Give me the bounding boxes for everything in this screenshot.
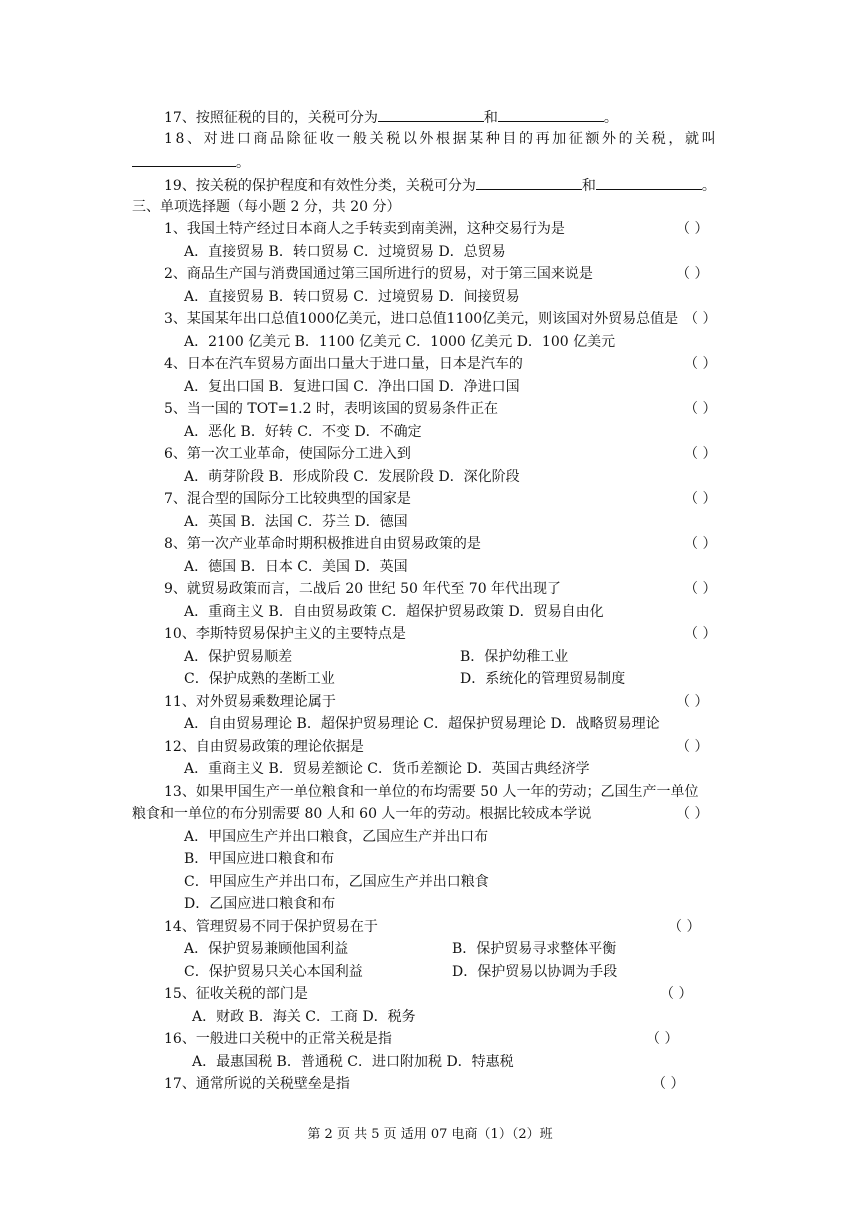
option-b: B．保护贸易寻求整体平衡	[452, 941, 617, 957]
punctuation: 。	[236, 155, 250, 171]
option-a: A．甲国应生产并出口粮食，乙国应生产并出口布	[184, 829, 489, 845]
option-b: B．保护幼稚工业	[460, 649, 569, 665]
option-a: A．保护贸易顺差	[184, 649, 293, 665]
question-14: 14、管理贸易不同于保护贸易在于	[164, 919, 378, 935]
question-10: 10、李斯特贸易保护主义的主要特点是	[164, 626, 406, 642]
options-row: A．2100 亿美元 B．1100 亿美元 C．1000 亿美元 D．100 亿美元	[184, 334, 616, 350]
options-row: A．直接贸易 B．转口贸易 C．过境贸易 D．总贸易	[184, 244, 506, 260]
answer-paren[interactable]: （ ）	[646, 1031, 679, 1047]
option-d: D．乙国应进口粮食和布	[184, 896, 336, 912]
options-row: A．恶化 B．好转 C．不变 D．不确定	[184, 424, 422, 440]
question-8: 8、第一次产业革命时期积极推进自由贸易政策的是	[164, 536, 481, 552]
question-15: 15、征收关税的部门是	[164, 986, 308, 1002]
answer-paren[interactable]: （ ）	[684, 401, 717, 417]
answer-paren[interactable]: （ ）	[652, 1076, 685, 1092]
option-d: D．保护贸易以协调为手段	[452, 964, 618, 980]
question-13-line2: 粮食和一单位的布分别需要 80 人和 60 人一年的劳动。根据比较成本学说	[132, 806, 592, 822]
option-c: C．甲国应生产并出口布，乙国应生产并出口粮食	[184, 874, 489, 890]
answer-paren[interactable]: （ ）	[684, 536, 717, 552]
answer-paren[interactable]: （ ）	[676, 806, 709, 822]
answer-paren[interactable]: （ ）	[676, 221, 709, 237]
options-row: A．财政 B．海关 C．工商 D．税务	[192, 1009, 416, 1025]
answer-paren[interactable]: （ ）	[684, 356, 717, 372]
answer-blank[interactable]	[476, 175, 582, 190]
fill-question-19	[164, 175, 716, 195]
options-row: A．复出口国 B．复进口国 C．净出口国 D．净进口国	[184, 379, 520, 395]
answer-paren[interactable]: （ ）	[660, 986, 693, 1002]
question-16: 16、一般进口关税中的正常关税是指	[164, 1031, 392, 1047]
punctuation: 。	[603, 110, 618, 126]
answer-paren[interactable]: （ ）	[684, 311, 717, 327]
answer-blank[interactable]	[132, 152, 236, 167]
option-d: D．系统化的管理贸易制度	[460, 671, 626, 687]
question-4: 4、日本在汽车贸易方面出口量大于进口量，日本是汽车的	[164, 356, 523, 372]
fill-question-18: 18、对进口商品除征收一般关税以外根据某种目的再加征额外的关税，就叫	[164, 131, 719, 147]
question-3: 3、某国某年出口总值1000亿美元，进口总值1100亿美元，则该国对外贸易总值是	[164, 311, 679, 327]
options-row: A．最惠国税 B．普通税 C．进口附加税 D．特惠税	[192, 1054, 514, 1070]
question-6: 6、第一次工业革命，使国际分工进入到	[164, 446, 411, 462]
answer-blank[interactable]	[596, 175, 702, 190]
question-9: 9、就贸易政策而言，二战后 20 世纪 50 年代至 70 年代出现了	[164, 581, 562, 597]
option-c: C．保护贸易只关心本国利益	[184, 964, 363, 980]
connector-text: 和	[483, 110, 498, 126]
option-b: B．甲国应进口粮食和布	[184, 851, 335, 867]
question-text: 19、按关税的保护程度和有效性分类，关税可分为	[164, 178, 476, 194]
fill-question-17	[164, 107, 618, 127]
question-11: 11、对外贸易乘数理论属于	[164, 694, 336, 710]
option-a: A．保护贸易兼顾他国利益	[184, 941, 349, 957]
answer-blank[interactable]	[498, 107, 604, 122]
question-13: 13、如果甲国生产一单位粮食和一单位的布均需要 50 人一年的劳动；乙国生产一单位	[164, 784, 699, 800]
question-5: 5、当一国的 TOT=1.2 时，表明该国的贸易条件正在	[164, 401, 498, 417]
options-row: A．自由贸易理论 B．超保护贸易理论 C．超保护贸易理论 D．战略贸易理论	[184, 716, 660, 732]
answer-paren[interactable]: （ ）	[684, 446, 717, 462]
answer-paren[interactable]: （ ）	[676, 694, 709, 710]
answer-paren[interactable]: （ ）	[684, 626, 717, 642]
options-row: A．重商主义 B．贸易差额论 C．货币差额论 D．英国古典经济学	[184, 761, 590, 777]
punctuation: 。	[701, 178, 716, 194]
question-12: 12、自由贸易政策的理论依据是	[164, 739, 364, 755]
answer-paren[interactable]: （ ）	[668, 919, 701, 935]
question-2: 2、商品生产国与消费国通过第三国所进行的贸易，对于第三国来说是	[164, 266, 593, 282]
question-17: 17、通常所说的关税壁垒是指	[164, 1076, 350, 1092]
fill-question-18-line2	[132, 152, 250, 172]
answer-blank[interactable]	[378, 107, 484, 122]
options-row: A．萌芽阶段 B．形成阶段 C．发展阶段 D．深化阶段	[184, 469, 520, 485]
answer-paren[interactable]: （ ）	[676, 739, 709, 755]
answer-paren[interactable]: （ ）	[676, 266, 709, 282]
options-row: A．德国 B．日本 C．美国 D．英国	[184, 559, 408, 575]
answer-paren[interactable]: （ ）	[684, 581, 717, 597]
answer-paren[interactable]: （ ）	[684, 491, 717, 507]
options-row: A．英国 B．法国 C．芬兰 D．德国	[184, 514, 408, 530]
option-c: C．保护成熟的垄断工业	[184, 671, 335, 687]
options-row: A．直接贸易 B．转口贸易 C．过境贸易 D．间接贸易	[184, 289, 520, 305]
question-7: 7、混合型的国际分工比较典型的国家是	[164, 491, 411, 507]
question-text: 17、按照征税的目的，关税可分为	[164, 110, 378, 126]
connector-text: 和	[581, 178, 596, 194]
section-title: 三、单项选择题（每小题 2 分，共 20 分）	[132, 199, 401, 215]
options-row: A．重商主义 B．自由贸易政策 C．超保护贸易政策 D．贸易自由化	[184, 604, 604, 620]
question-1: 1、我国土特产经过日本商人之手转卖到南美洲，这种交易行为是	[164, 221, 565, 237]
page-footer: 第 2 页 共 5 页 适用 07 电商（1）（2）班	[307, 1127, 553, 1142]
